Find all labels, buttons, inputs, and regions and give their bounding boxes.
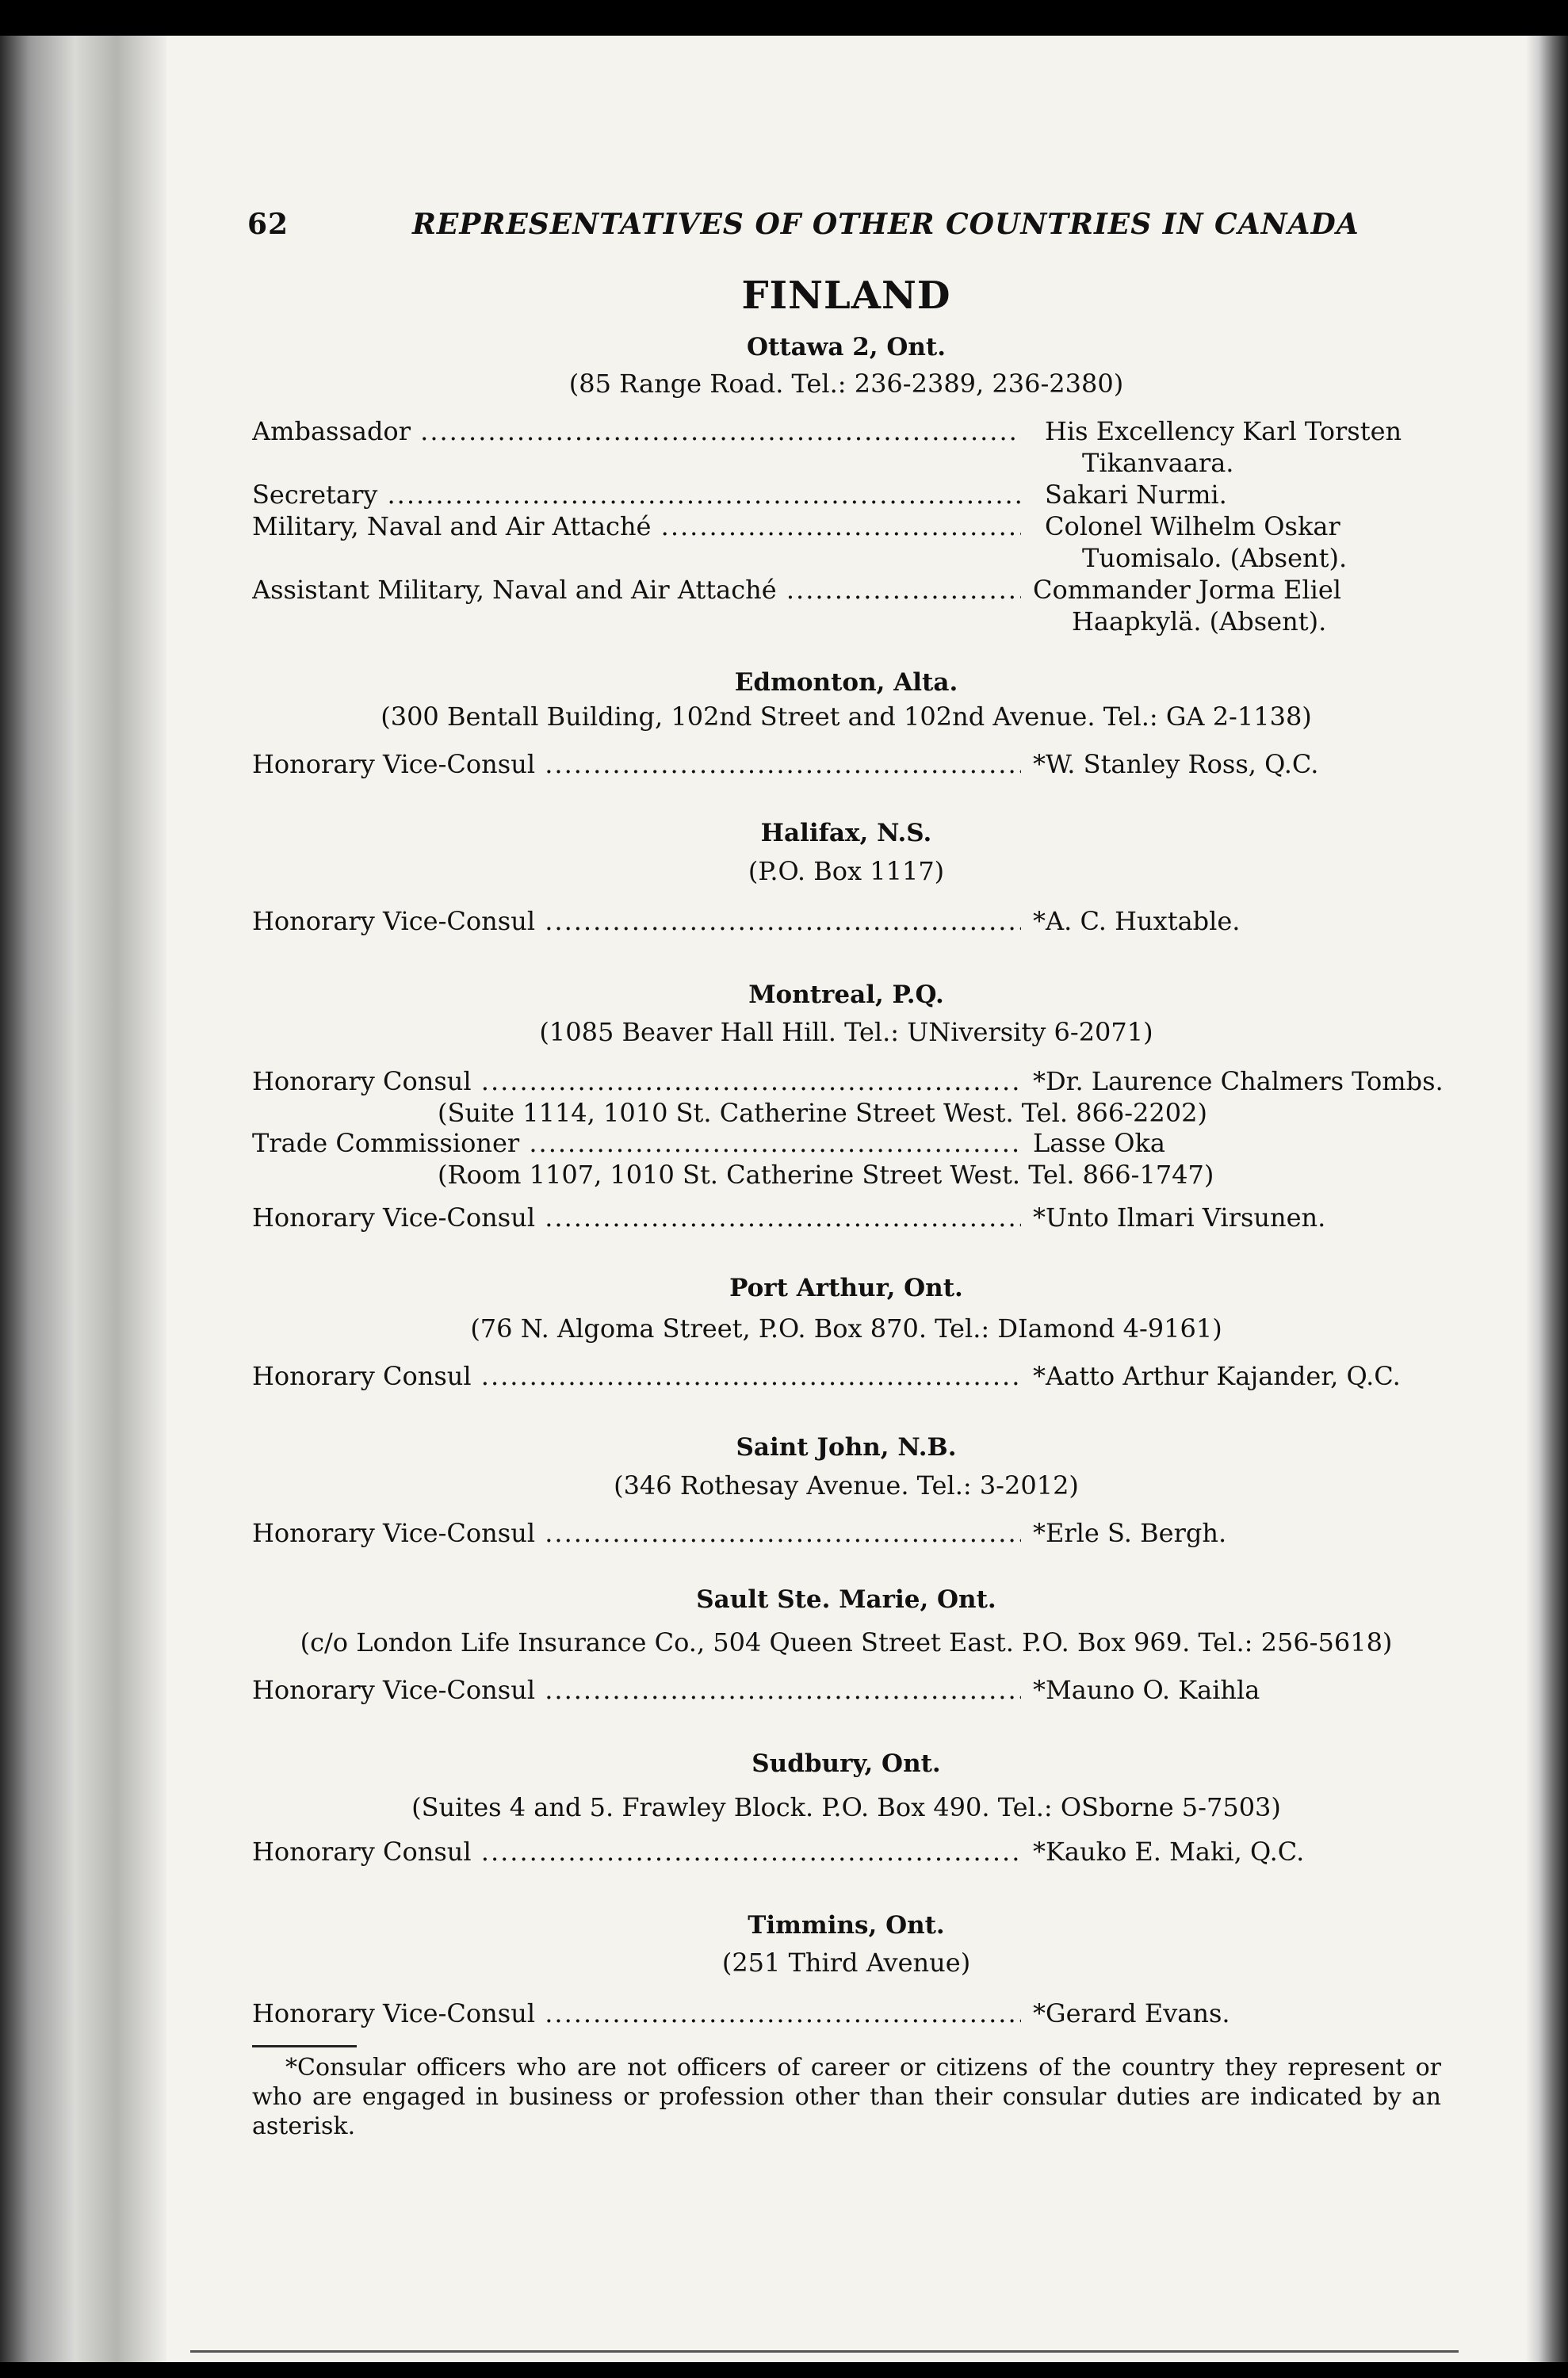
city-heading: Saint John, N.B. (736, 1433, 957, 1462)
position-title: Honorary Vice-Consul ..... (252, 749, 1021, 779)
list-item (252, 416, 1441, 448)
position-title: Assistant Military, Naval and Air Attaché ..... (252, 575, 1021, 605)
position-title: Honorary Vice-Consul ..... (252, 1202, 1021, 1233)
position-title: Honorary Vice-Consul ..... (252, 1998, 1021, 2028)
office-address: (Suite 1114, 1010 St. Catherine Street West. Tel. 866-2202) (438, 1098, 1207, 1128)
bottom-divider (190, 2350, 1459, 2353)
list-item (252, 1998, 1441, 2030)
footnote: *Consular officers who are not officers of career or citizens of the country they represent or who are engaged in business or profession other than their consular duties are indicated by an asterisk. (252, 2054, 1441, 2140)
city-heading: Edmonton, Alta. (734, 668, 958, 697)
officer-name: *Kauko E. Maki, Q.C. (1033, 1837, 1305, 1867)
list-item (252, 1066, 1444, 1098)
officer-name: *Erle S. Bergh. (1033, 1518, 1227, 1548)
city-address: (1085 Beaver Hall Hill. Tel.: UNiversity 6-2071) (539, 1017, 1153, 1047)
city-heading: Halifax, N.S. (760, 819, 932, 847)
list-item (252, 1675, 1441, 1707)
city-address: (251 Third Avenue) (721, 1948, 971, 1978)
page-number: 62 (247, 208, 289, 241)
list-item (252, 1837, 1441, 1868)
position-title: Military, Naval and Air Attaché ..... (252, 511, 1021, 541)
list-item (252, 511, 1441, 543)
city-address: (300 Bentall Building, 102nd Street and 102nd Avenue. Tel.: GA 2-1138) (381, 702, 1312, 732)
position-title: Honorary Vice-Consul ..... (252, 1675, 1021, 1705)
officer-name: *W. Stanley Ross, Q.C. (1033, 749, 1319, 779)
position-title: Trade Commissioner ..... (252, 1128, 1021, 1158)
officer-name: *Aatto Arthur Kajander, Q.C. (1033, 1361, 1401, 1391)
officer-name: Lasse Oka (1033, 1128, 1165, 1158)
list-item (252, 480, 1441, 511)
list-item (252, 749, 1441, 781)
running-head-title: REPRESENTATIVES OF OTHER COUNTRIES IN CANADA (412, 208, 1360, 241)
city-heading: Ottawa 2, Ont. (746, 333, 947, 361)
position-title: Honorary Consul ..... (252, 1066, 1021, 1096)
officer-name: *Dr. Laurence Chalmers Tombs. (1033, 1066, 1444, 1096)
list-item (252, 906, 1441, 938)
position-title: Secretary ..... (252, 480, 1021, 510)
officer-name-continued: Tikanvaara. (1082, 448, 1234, 478)
position-title: Honorary Vice-Consul ..... (252, 1518, 1021, 1548)
list-item (252, 1361, 1441, 1393)
officer-name: *Gerard Evans. (1033, 1998, 1230, 2028)
footnote-rule (252, 2045, 357, 2047)
city-address: (76 N. Algoma Street, P.O. Box 870. Tel.: DIamond 4-9161) (470, 1313, 1222, 1344)
city-address: (P.O. Box 1117) (748, 856, 945, 886)
position-title: Honorary Vice-Consul ..... (252, 906, 1021, 936)
country-heading: FINLAND (741, 273, 951, 318)
city-address: (85 Range Road. Tel.: 236-2389, 236-2380) (568, 369, 1124, 399)
city-heading: Sudbury, Ont. (751, 1749, 941, 1778)
city-address: (c/o London Life Insurance Co., 504 Queen Street East. P.O. Box 969. Tel.: 256-5618) (300, 1627, 1393, 1657)
officer-name: Colonel Wilhelm Oskar (1045, 511, 1340, 541)
officer-name-continued: Haapkylä. (Absent). (1072, 606, 1327, 637)
city-heading: Port Arthur, Ont. (729, 1274, 963, 1302)
list-item (252, 575, 1441, 606)
list-item (252, 1202, 1441, 1234)
city-heading: Sault Ste. Marie, Ont. (696, 1585, 996, 1614)
officer-name: Commander Jorma Eliel (1033, 575, 1341, 605)
office-address: (Room 1107, 1010 St. Catherine Street West. Tel. 866-1747) (438, 1160, 1214, 1190)
position-title: Honorary Consul ..... (252, 1361, 1021, 1391)
city-address: (Suites 4 and 5. Frawley Block. P.O. Box 490. Tel.: OSborne 5-7503) (411, 1792, 1281, 1822)
list-item (252, 1128, 1441, 1160)
officer-name: *A. C. Huxtable. (1033, 906, 1241, 936)
officer-name-continued: Tuomisalo. (Absent). (1082, 543, 1348, 573)
position-title: Honorary Consul ..... (252, 1837, 1021, 1867)
officer-name: His Excellency Karl Torsten (1045, 416, 1402, 446)
city-address: (346 Rothesay Avenue. Tel.: 3-2012) (614, 1470, 1079, 1501)
city-heading: Timmins, Ont. (748, 1911, 945, 1940)
officer-name: *Unto Ilmari Virsunen. (1033, 1202, 1326, 1233)
city-heading: Montreal, P.Q. (748, 981, 944, 1009)
officer-name: *Mauno O. Kaihla (1033, 1675, 1260, 1705)
officer-name: Sakari Nurmi. (1045, 480, 1227, 510)
position-title: Ambassador ..... (252, 416, 1021, 446)
list-item (252, 1518, 1441, 1550)
